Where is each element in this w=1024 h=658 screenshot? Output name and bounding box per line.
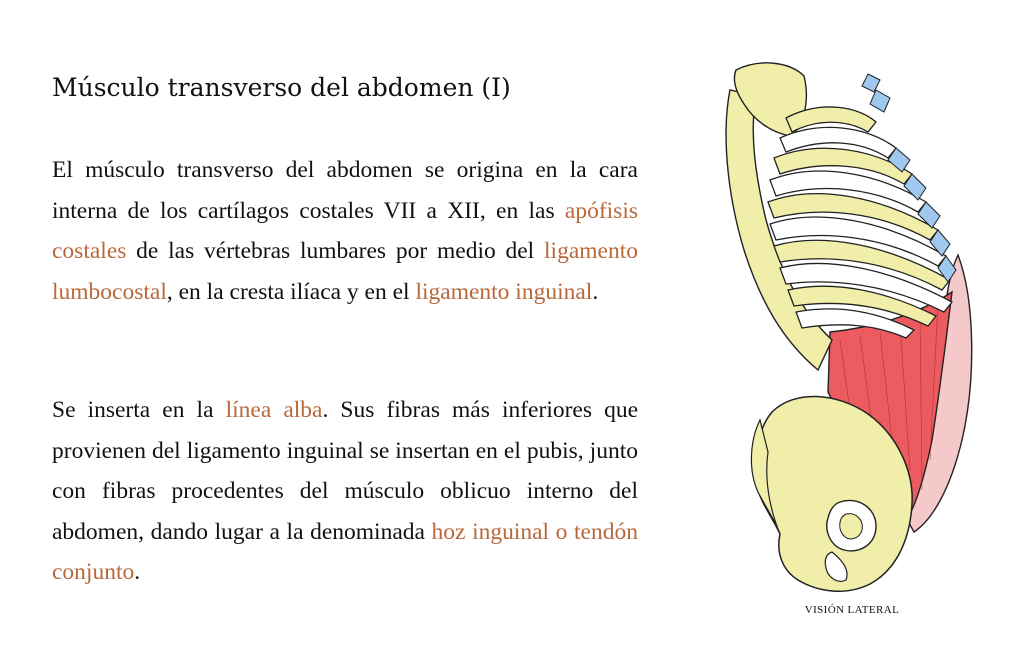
term-ligamento-inguinal: ligamento inguinal (415, 278, 593, 305)
paragraph-text: de las vértebras lumbares por medio del (126, 238, 545, 264)
term-ligamento-lumbocostal: ligamento lumbocostal (52, 238, 638, 305)
term-linea-alba: línea alba (225, 397, 323, 423)
term-hoz-inguinal: hoz inguinal o tendón conjunto (52, 518, 638, 585)
paragraph-origin (52, 150, 638, 312)
paragraph-text: El músculo transverso del abdomen se origina en la cara interna de los cartílagos costales VII a XII, en las (52, 157, 638, 224)
figure-caption: VISIÓN LATERAL (804, 604, 900, 616)
paragraph-text: . (592, 278, 599, 305)
term-apofisis-costales: apófisis costales (52, 197, 638, 264)
paragraph-text: Se inserta en la (52, 397, 226, 423)
rib-cage (768, 107, 952, 338)
paragraph-text: . Sus fibras más inferiores que provienen del ligamento inguinal se insertan en el pubis, junto con fibras procedentes del músculo oblicuo interno del abdomen, dando lugar a la denominada (52, 397, 639, 545)
page-title: Músculo transverso del abdomen (I) (52, 73, 511, 102)
paragraph-text: . (134, 559, 141, 585)
anatomy-illustration (700, 40, 1000, 600)
acetabulum-inner (840, 514, 863, 539)
paragraph-insertion (52, 390, 638, 593)
paragraph-text: , en la cresta ilíaca y en el (166, 278, 416, 305)
